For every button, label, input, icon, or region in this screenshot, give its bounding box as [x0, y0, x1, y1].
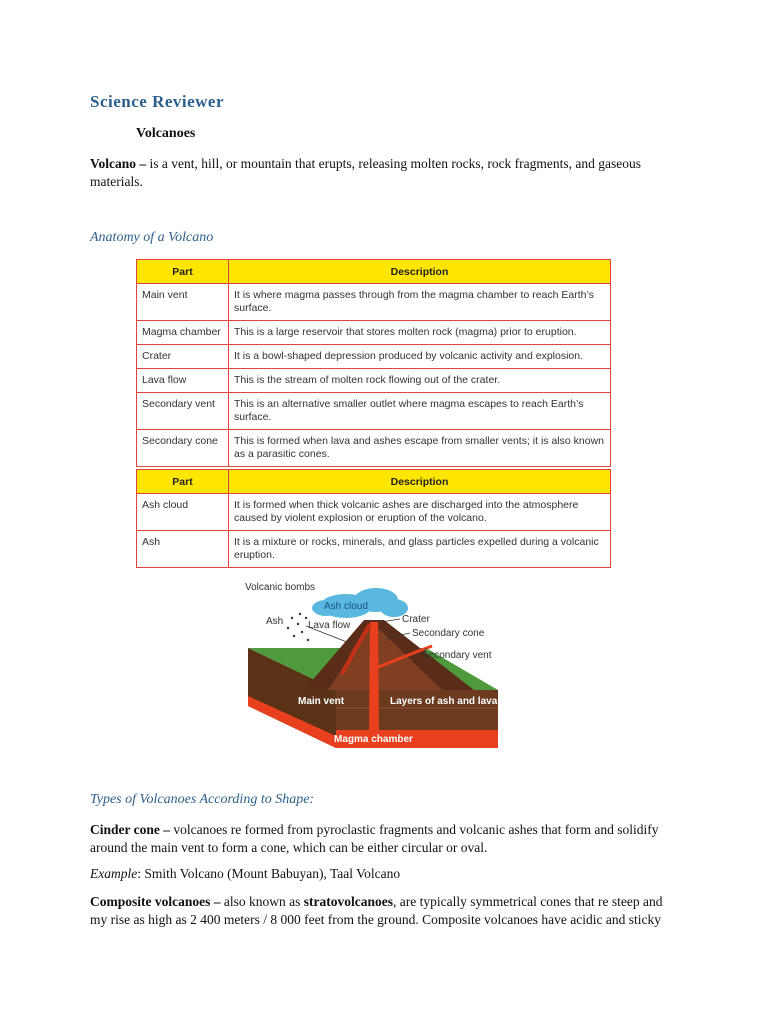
anatomy-heading: Anatomy of a Volcano — [90, 230, 214, 245]
composite-paragraph — [90, 893, 680, 929]
volcano-definition — [90, 155, 680, 191]
label-layers: Layers of ash and lava — [390, 696, 498, 707]
ash-particles — [287, 613, 309, 641]
page-title: Science Reviewer — [90, 92, 225, 111]
table-row — [137, 393, 611, 430]
description-cell: It is where magma passes through from the magma chamber to reach Earth’s surface. — [229, 284, 611, 321]
table-row — [137, 430, 611, 467]
description-cell: This is an alternative smaller outlet where magma escapes to reach Earth’s surface. — [229, 393, 611, 430]
page-subtitle: Volcanoes — [136, 126, 196, 141]
volcano-diagram — [236, 578, 502, 750]
part-cell: Magma chamber — [137, 321, 229, 345]
example-paragraph — [90, 865, 680, 883]
description-cell: It is a mixture or rocks, minerals, and glass particles expelled during a volcanic eruption. — [229, 531, 611, 568]
composite-term: Composite volcanoes – — [90, 894, 221, 909]
cinder-cone-text: volcanoes re formed from pyroclastic fragments and volcanic ashes that form and solidify around the main vent to form a cone, which can be either circular or oval. — [90, 822, 659, 855]
part-cell: Secondary cone — [137, 430, 229, 467]
label-ash: Ash — [266, 616, 284, 627]
table-header-description: Description — [229, 470, 611, 494]
part-cell: Ash — [137, 531, 229, 568]
volcano-definition-text: is a vent, hill, or mountain that erupts, releasing molten rocks, rock fragments, and gaseous materials. — [90, 156, 642, 189]
label-lava-flow: Lava flow — [308, 620, 351, 631]
anatomy-table-2 — [136, 469, 611, 568]
table-row — [137, 284, 611, 321]
part-cell: Lava flow — [137, 369, 229, 393]
types-heading: Types of Volcanoes According to Shape: — [90, 792, 315, 807]
volcano-term: Volcano – — [90, 156, 147, 171]
composite-text-2: , are typically symmetrical cones that re steep and my rise as high as 2 400 meters / 8 000 feet from the ground. Composite volcanoes have acidic and sticky — [90, 894, 663, 927]
table-header-description: Description — [229, 260, 611, 284]
example-label: Example — [90, 866, 138, 881]
label-ash-cloud: Ash cloud — [324, 601, 368, 612]
label-main-vent: Main vent — [298, 696, 345, 707]
composite-text-1: also known as — [220, 894, 304, 909]
part-cell: Main vent — [137, 284, 229, 321]
table-header-part: Part — [137, 470, 229, 494]
table-header-part: Part — [137, 260, 229, 284]
table-row — [137, 321, 611, 345]
part-cell: Secondary vent — [137, 393, 229, 430]
description-cell: It is a bowl-shaped depression produced by volcanic activity and explosion. — [229, 345, 611, 369]
label-secondary-vent: Secondary vent — [422, 650, 492, 661]
label-crater: Crater — [402, 614, 430, 625]
anatomy-table-1 — [136, 259, 611, 467]
table-row — [137, 531, 611, 568]
label-secondary-cone: Secondary cone — [412, 628, 485, 639]
stratovolcanoes-term: stratovolcanoes — [303, 894, 393, 909]
description-cell: This is formed when lava and ashes escape from smaller vents; it is also known as a parasitic cones. — [229, 430, 611, 467]
table-row — [137, 494, 611, 531]
cinder-cone-term: Cinder cone – — [90, 822, 170, 837]
part-cell: Ash cloud — [137, 494, 229, 531]
description-cell: This is a large reservoir that stores molten rock (magma) prior to eruption. — [229, 321, 611, 345]
description-cell: It is formed when thick volcanic ashes are discharged into the atmosphere caused by violent explosion or eruption of the volcano. — [229, 494, 611, 531]
part-cell: Crater — [137, 345, 229, 369]
table-row — [137, 369, 611, 393]
main-vent-shape — [369, 622, 379, 730]
description-cell: This is the stream of molten rock flowing out of the crater. — [229, 369, 611, 393]
cinder-cone-paragraph — [90, 821, 680, 857]
label-magma-chamber: Magma chamber — [334, 734, 413, 745]
table-row — [137, 345, 611, 369]
label-volcanic-bombs: Volcanic bombs — [245, 582, 316, 593]
example-text: : Smith Volcano (Mount Babuyan), Taal Volcano — [137, 866, 401, 881]
